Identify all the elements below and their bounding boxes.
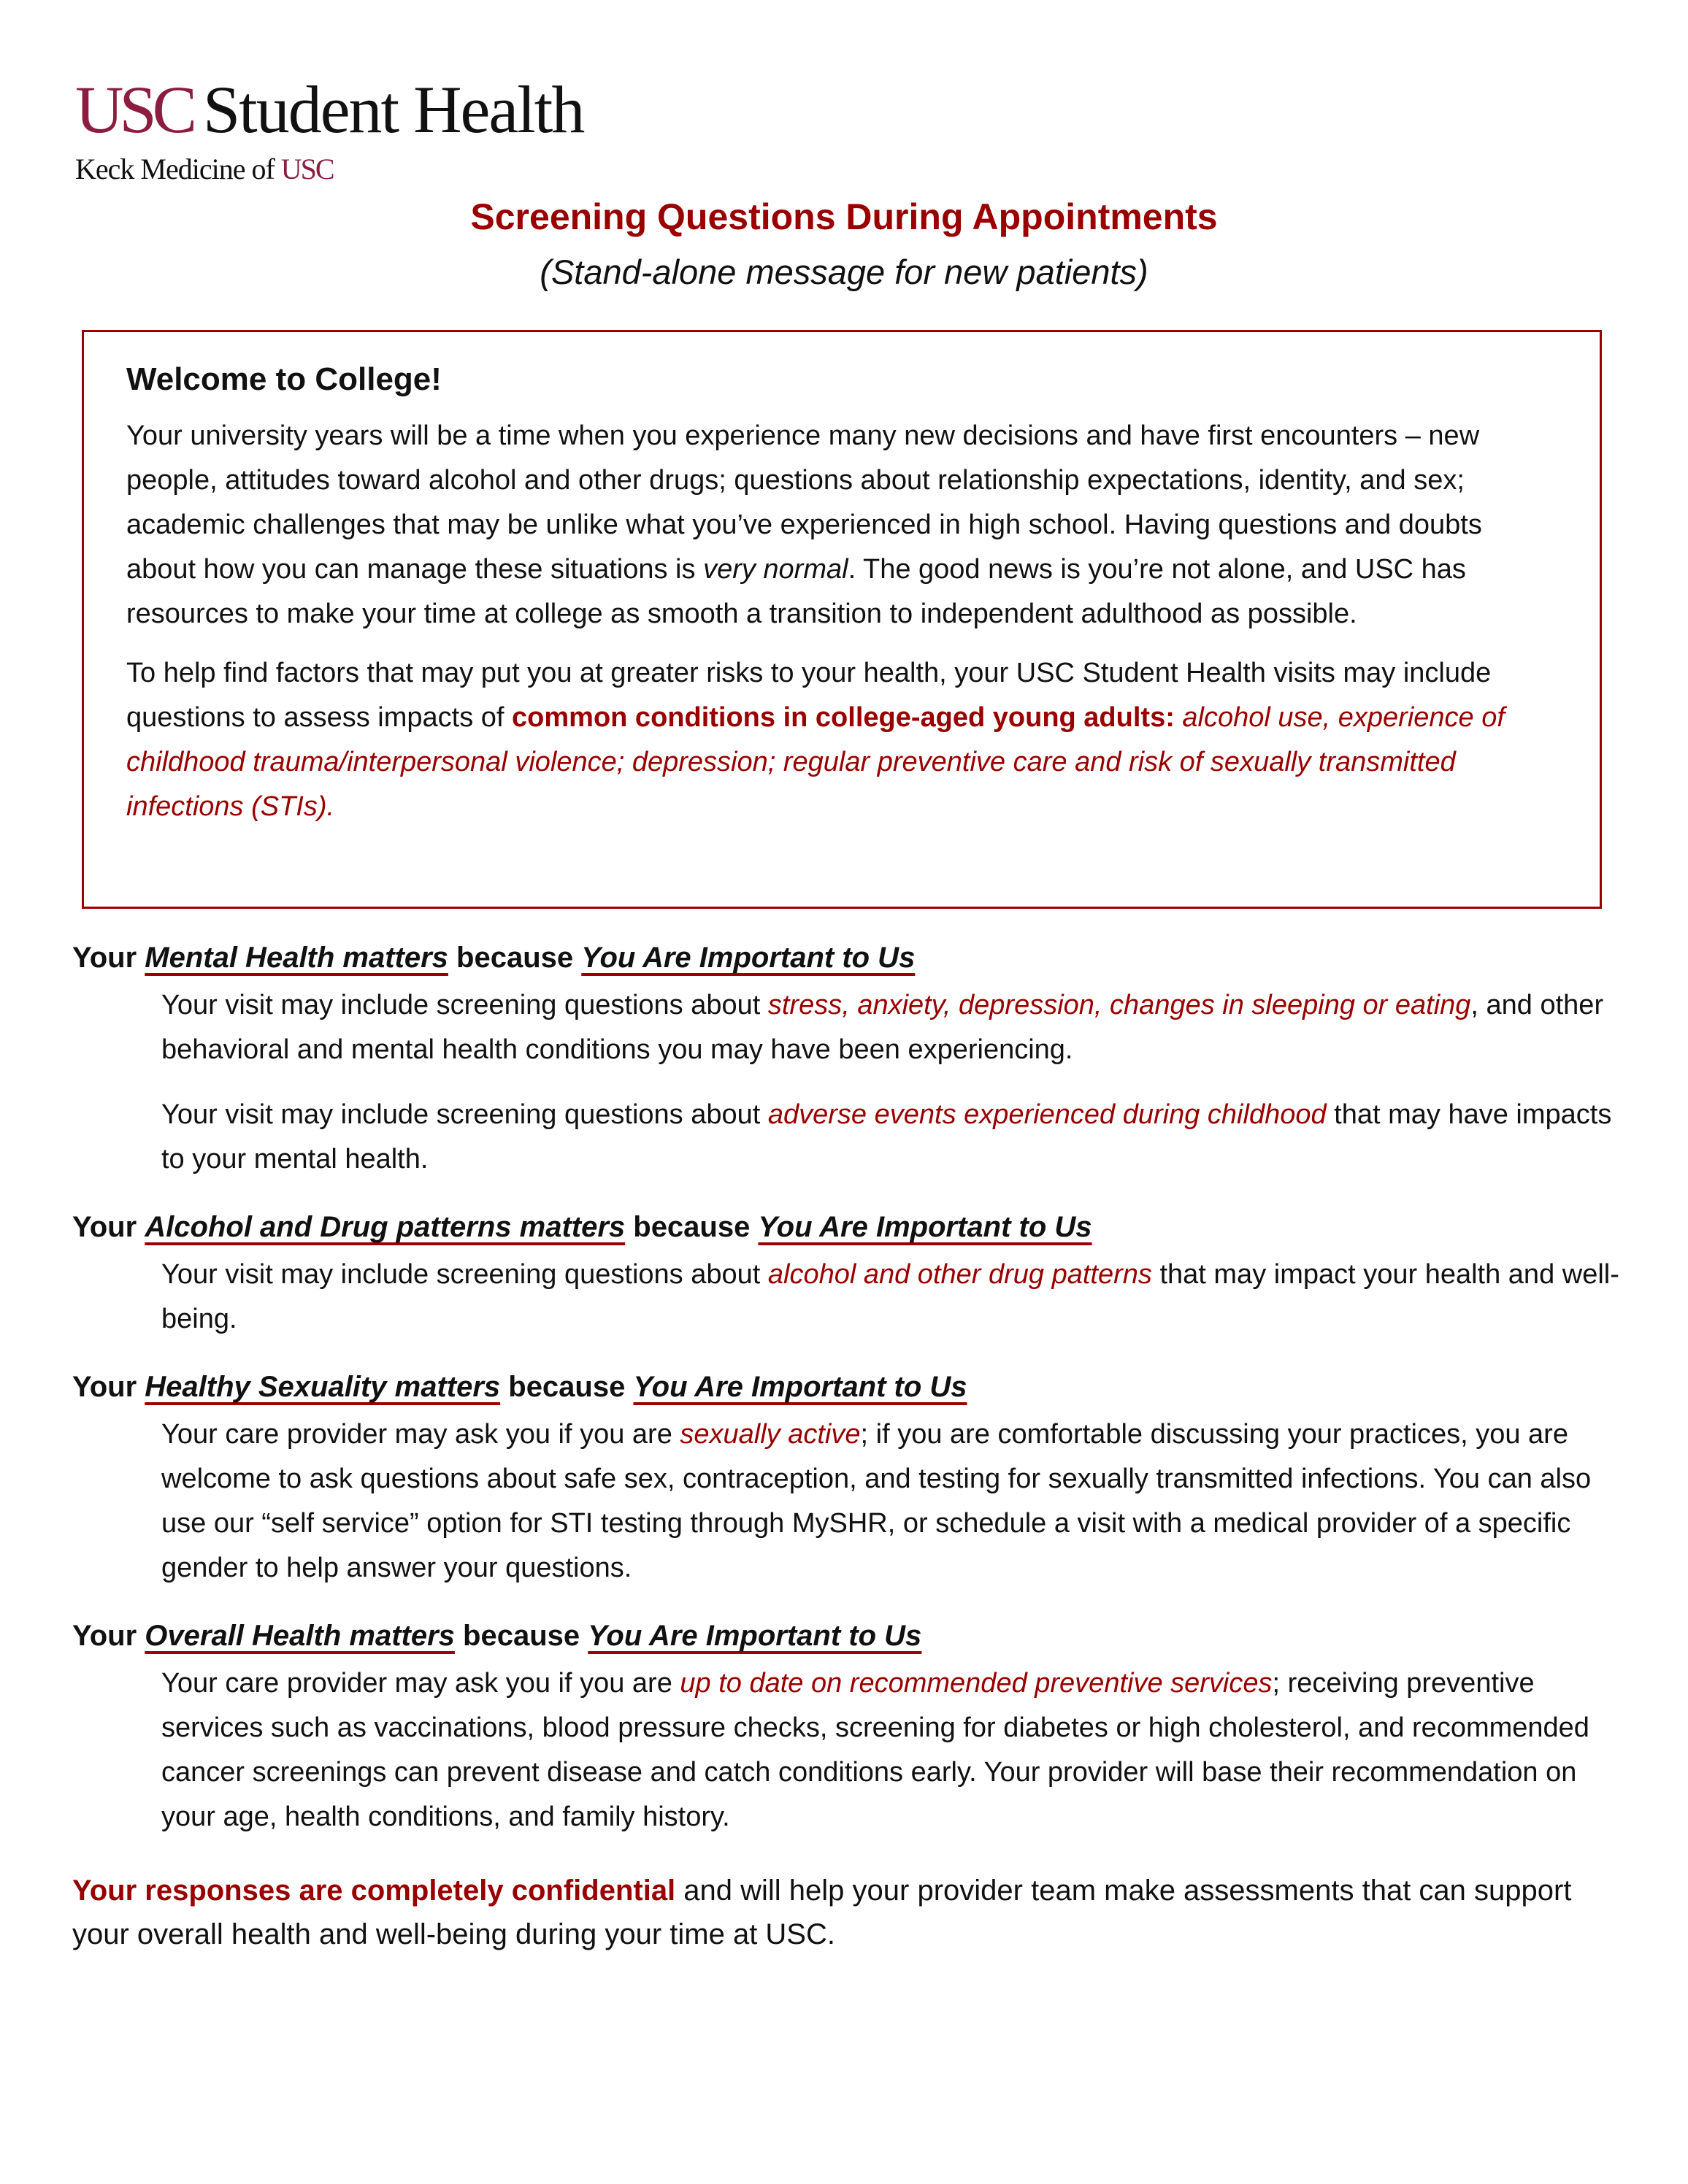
section	[72, 1620, 1620, 1839]
page-title: Screening Questions During Appointments	[470, 196, 1218, 237]
section-heading: Your Healthy Sexuality matters because You Are Important to Us	[72, 1371, 967, 1403]
logo-usc: USC	[75, 72, 193, 147]
section-heading: Your Overall Health matters because You Are Important to Us	[72, 1620, 922, 1652]
page-subtitle: (Stand-alone message for new patients)	[540, 253, 1148, 291]
section	[72, 1211, 1620, 1342]
logo-sub: Keck Medicine of	[75, 153, 281, 185]
section-paragraph: Your care provider may ask you if you are up to date on recommended preventive services; receiving preventive services such as vaccinations, blood pressure checks, screening for diabetes or high cholesterol, and recommended cancer screenings can prevent disease and catch conditions early. Your provider will base their recommendation on your age, health conditions, and family history.	[161, 1668, 1589, 1832]
section-paragraph: Your care provider may ask you if you are sexually active; if you are comfortable discussing your practices, you are welcome to ask questions about safe sex, contraception, and testing for sexually transmitted infections. You can also use our “self service” option for STI testing through MySHR, or schedule a visit with a medical provider of a specific gender to help answer your questions.	[161, 1419, 1592, 1583]
section-heading: Your Mental Health matters because You Are Important to Us	[72, 942, 916, 974]
risk-paragraph: To help find factors that may put you at greater risks to your health, your USC Student Health visits may include questions to assess impacts of common conditions in college-aged young adults: alcohol use, experience of childhood trauma/interpersonal violence; depression; regular preventive care and risk of sexually transmitted infections (STIs).	[126, 658, 1505, 822]
section	[72, 1371, 1620, 1591]
sections	[72, 942, 1620, 1956]
logo-name: Student Health	[202, 72, 584, 147]
section	[72, 942, 1620, 1182]
section-heading: Your Alcohol and Drug patterns matters because You Are Important to Us	[72, 1211, 1092, 1243]
welcome-paragraph: Your university years will be a time when you experience many new decisions and have first encounters – new people, attitudes toward alcohol and other drugs; questions about relationship expectations, identity, and sex; academic challenges that may be unlike what you’ve experienced in high school. Having questions and doubts about how you can manage these situations is very normal. The good news is you’re not alone, and USC has resources to make your time at college as smooth a transition to independent adulthood as possible.	[126, 420, 1482, 629]
section-paragraph: Your visit may include screening questions about alcohol and other drug patterns that may impact your health and well-being.	[161, 1259, 1619, 1334]
section-paragraph: Your visit may include screening questions about stress, anxiety, depression, changes in sleeping or eating, and other behavioral and mental health conditions you may have been experiencing.	[161, 990, 1604, 1065]
usc-student-health-logo	[75, 73, 583, 186]
logo-sub-usc: USC	[280, 153, 334, 185]
confidential-note: Your responses are completely confidential and will help your provider team make assessments that can support your overall health and well-being during your time at USC.	[72, 1875, 1572, 1950]
welcome-box	[82, 330, 1602, 909]
welcome-heading: Welcome to College!	[126, 361, 442, 397]
section-paragraph: Your visit may include screening questions about adverse events experienced during childhood that may have impacts to your mental health.	[161, 1099, 1612, 1174]
